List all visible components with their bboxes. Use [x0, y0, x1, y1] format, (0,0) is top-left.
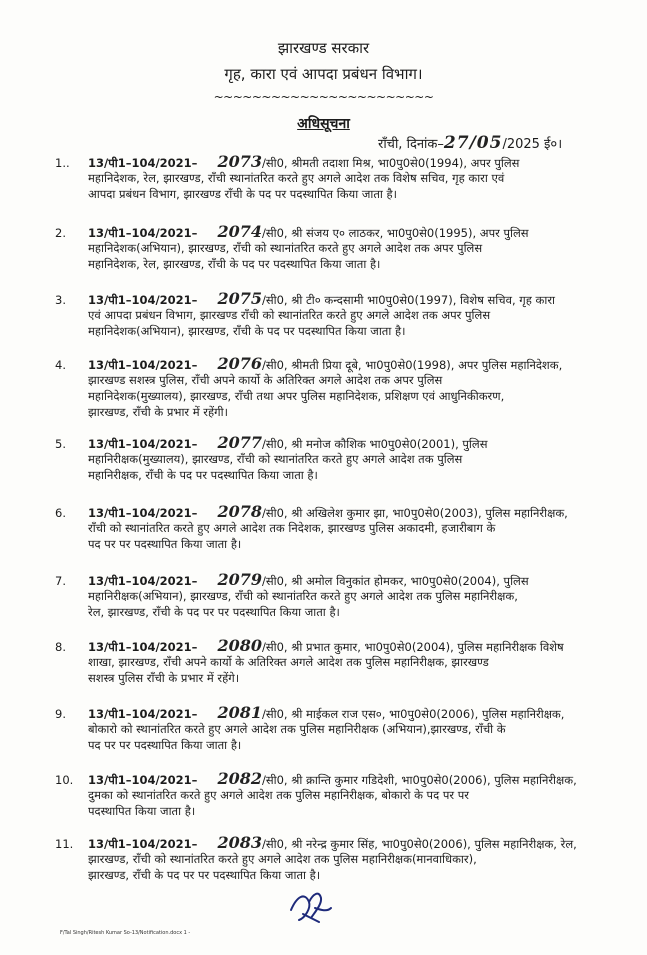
item-line-4: झारखण्ड, राँची के प्रभार में रहेंगी।: [88, 405, 228, 419]
item-line-1: /सी0, श्री टी० कन्दसामी भा0पु0से0(1997), विशेष सचिव, गृह कारा: [261, 293, 556, 307]
notification-ref: 13/पी1–104/2021–: [88, 773, 198, 787]
notification-ref: 13/पी1–104/2021–: [88, 437, 198, 451]
item-line-3: महानिदेशक(मुख्यालय), झारखण्ड, राँची तथा अपर पुलिस महानिदेशक, प्रशिक्षण एवं आधुनिकीकरण,: [88, 389, 505, 403]
handwritten-order-number: 2083: [217, 833, 262, 852]
item-line-1: /सी0, श्री अमोल विनुकांत होमकर, भा0पु0से0(2004), पुलिस: [261, 574, 529, 588]
item-line-3: पद पर पर पदस्थापित किया जाता है।: [88, 738, 242, 752]
item-first-line: [88, 570, 529, 589]
item-number: 8.: [55, 640, 66, 654]
item-line-2: महानिदेशक(अभियान), झारखण्ड, राँची को स्थानांतरित करते हुए अगले आदेश तक अपर पुलिस: [88, 241, 483, 255]
item-line-3: झारखण्ड, राँची के पद पर पर पदस्थापित किया जाता है।: [88, 868, 321, 882]
item-number: 10.: [55, 773, 74, 787]
item-first-line: [88, 703, 564, 722]
item-line-3: महानिरीक्षक, राँची के पद पर पदस्थापित किया जाता है।: [88, 468, 318, 482]
item-line-1: /सी0, श्री संजय ए० लाठकर, भा0पु0से0(1995), अपर पुलिस: [261, 226, 529, 240]
department-heading: गृह, कारा एवं आपदा प्रबंधन विभाग।: [224, 65, 423, 83]
notification-ref: 13/पी1–104/2021–: [88, 358, 198, 372]
item-number: 9.: [55, 707, 66, 721]
item-line-2: दुमका को स्थानांतरित करते हुए अगले आदेश तक पुलिस महानिरीक्षक, बोकारो के पद पर पर: [88, 788, 469, 802]
item-line-1: /सी0, श्रीमती प्रिया दूबे, भा0पु0से0(1998), अपर पुलिस महानिदेशक,: [261, 358, 563, 372]
item-first-line: [88, 152, 519, 171]
handwritten-order-number: 2073: [217, 152, 262, 171]
item-line-3: महानिदेशक(अभियान), झारखण्ड, राँची के पद पर पदस्थापित किया जाता है।: [88, 324, 406, 338]
item-line-3: पदस्थापित किया जाता है।: [88, 804, 196, 818]
item-line-3: आपदा प्रबंधन विभाग, झारखण्ड राँची के पद पर पदस्थापित किया जाता है।: [88, 187, 398, 201]
place-date-suffix: /2025 ई०।: [502, 137, 563, 152]
item-line-1: /सी0, श्री अखिलेश कुमार झा, भा0पु0से0(2003), पुलिस महानिरीक्षक,: [261, 506, 568, 520]
handwritten-order-number: 2082: [217, 769, 262, 788]
notification-ref: 13/पी1–104/2021–: [88, 506, 198, 520]
handwritten-order-number: 2074: [217, 222, 262, 241]
handwritten-order-number: 2076: [217, 354, 262, 373]
handwritten-order-number: 2079: [217, 570, 262, 589]
item-line-1: /सी0, श्री नरेन्द्र कुमार सिंह, भा0पु0से0(2006), पुलिस महानिरीक्षक, रेल,: [261, 837, 577, 851]
item-line-2: महानिरीक्षक(अभियान), झारखण्ड, राँची को स्थानांतरित करते हुए अगले आदेश तक पुलिस महानिरीक्षक,: [88, 589, 518, 603]
item-line-1: /सी0, श्री माईकल राज एस०, भा0पु0से0(2006), पुलिस महानिरीक्षक,: [261, 707, 565, 721]
item-number: 3.: [55, 293, 66, 307]
notification-title: अधिसूचना: [297, 116, 350, 132]
item-number: 7.: [55, 574, 66, 588]
handwritten-order-number: 2075: [217, 289, 262, 308]
government-heading: झारखण्ड सरकार: [277, 39, 370, 57]
item-number: 2.: [55, 226, 66, 240]
place-date: [378, 133, 562, 153]
item-number: 5.: [55, 437, 66, 451]
item-number: 6.: [55, 506, 66, 520]
handwritten-order-number: 2081: [217, 703, 262, 722]
notification-ref: 13/पी1–104/2021–: [88, 707, 198, 721]
handwritten-date: 27/05: [443, 133, 503, 153]
item-first-line: [88, 502, 568, 521]
item-line-1: /सी0, श्री प्रभात कुमार, भा0पु0से0(2004), पुलिस महानिरीक्षक विशेष: [261, 640, 564, 654]
item-line-3: महानिदेशक, रेल, झारखण्ड, राँची के पद पर पदस्थापित किया जाता है।: [88, 257, 381, 271]
notification-ref: 13/पी1–104/2021–: [88, 156, 198, 170]
item-line-2: झारखण्ड, राँची को स्थानांतरित करते हुए अगले आदेश तक पुलिस महानिरीक्षक(मानवाधिकार),: [88, 852, 477, 866]
signature: [285, 888, 335, 930]
file-path-footer: F/Tal Singh/Ritesh Kumar So-13/Notification.docx 1 -: [60, 930, 191, 936]
item-line-1: /सी0, श्रीमती तदाशा मिश्र, भा0पु0से0(1994), अपर पुलिस: [261, 156, 520, 170]
notification-ref: 13/पी1–104/2021–: [88, 293, 198, 307]
handwritten-order-number: 2080: [217, 636, 262, 655]
handwritten-order-number: 2078: [217, 502, 262, 521]
item-line-2: महानिदेशक, रेल, झारखण्ड, राँची स्थानांतरित करते हुए अगले आदेश तक विशेष सचिव, गृह कारा एवं: [88, 171, 505, 185]
item-line-1: /सी0, श्री मनोज कौशिक भा0पु0से0(2001), पुलिस: [261, 437, 488, 451]
item-first-line: [88, 289, 555, 308]
notification-ref: 13/पी1–104/2021–: [88, 837, 198, 851]
header-rule: ~~~~~~~~~~~~~~~~~~~~~~~: [213, 90, 434, 104]
item-first-line: [88, 433, 487, 452]
notification-ref: 13/पी1–104/2021–: [88, 640, 198, 654]
item-line-2: बोकारो को स्थानांतरित करते हुए अगले आदेश तक पुलिस महानिरीक्षक (अभियान),झारखण्ड, राँची के: [88, 722, 506, 736]
signature-mark: [285, 888, 335, 926]
item-first-line: [88, 222, 529, 241]
item-line-3: सशस्त्र पुलिस राँची के प्रभार में रहेंगे।: [88, 671, 240, 685]
handwritten-order-number: 2077: [217, 433, 262, 452]
notification-ref: 13/पी1–104/2021–: [88, 574, 198, 588]
item-line-2: एवं आपदा प्रबंधन विभाग, झारखण्ड राँची को स्थानांतरित करते हुए अगले आदेश तक अपर पुलिस: [88, 308, 491, 322]
notification-ref: 13/पी1–104/2021–: [88, 226, 198, 240]
item-line-2: शाखा, झारखण्ड, राँची अपने कार्यो के अतिरिक्त अगले आदेश तक पुलिस महानिरीक्षक, झारखण्ड: [88, 655, 489, 669]
item-line-2: महानिरीक्षक(मुख्यालय), झारखण्ड, राँची को स्थानांतरित करते हुए अगले आदेश तक पुलिस: [88, 452, 463, 466]
item-line-1: /सी0, श्री क्रान्ति कुमार गडिदेशी, भा0पु0से0(2006), पुलिस महानिरीक्षक,: [261, 773, 577, 787]
item-line-2: झारखण्ड सशस्त्र पुलिस, राँची अपने कार्यो के अतिरिक्त अगले आदेश तक अपर पुलिस: [88, 373, 443, 387]
item-first-line: [88, 833, 577, 852]
item-first-line: [88, 769, 577, 788]
item-number: 4.: [55, 358, 66, 372]
item-first-line: [88, 636, 564, 655]
place-date-prefix: राँची, दिनांक–: [378, 137, 444, 152]
item-first-line: [88, 354, 562, 373]
item-number: 11.: [55, 837, 74, 851]
item-line-2: राँची को स्थानांतरित करते हुए अगले आदेश तक निदेशक, झारखण्ड पुलिस अकादमी, हजारीबाग के: [88, 521, 496, 535]
item-line-3: रेल, झारखण्ड, राँची के पद पर पर पदस्थापित किया जाता है।: [88, 605, 340, 619]
item-number: 1..: [55, 156, 70, 170]
item-line-3: पद पर पर पदस्थापित किया जाता है।: [88, 537, 242, 551]
